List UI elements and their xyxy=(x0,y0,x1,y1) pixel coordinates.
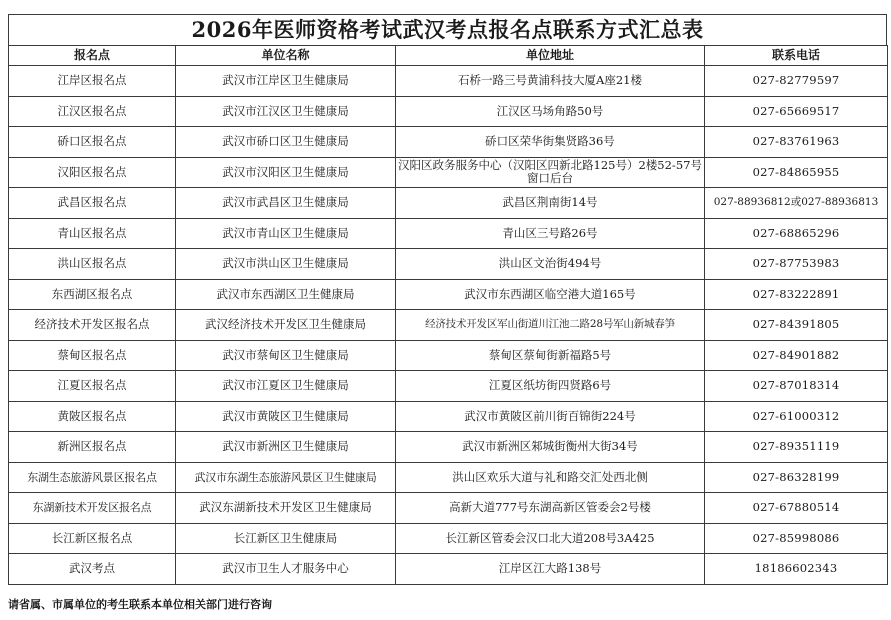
cell-site: 洪山区报名点 xyxy=(9,249,176,280)
cell-unit: 武汉市武昌区卫生健康局 xyxy=(176,188,396,219)
cell-site: 青山区报名点 xyxy=(9,218,176,249)
cell-site: 江夏区报名点 xyxy=(9,371,176,402)
cell-address: 高新大道777号东湖高新区管委会2号楼 xyxy=(396,493,705,524)
table-row xyxy=(9,554,888,585)
cell-address: 洪山区欢乐大道与礼和路交汇处西北侧 xyxy=(396,462,705,493)
cell-unit: 武汉东湖新技术开发区卫生健康局 xyxy=(176,493,396,524)
cell-site: 武昌区报名点 xyxy=(9,188,176,219)
cell-address: 武汉市新洲区邾城街衡州大街34号 xyxy=(396,432,705,463)
cell-phone: 027-85998086 xyxy=(705,523,888,554)
table-row xyxy=(9,462,888,493)
cell-phone: 027-68865296 xyxy=(705,218,888,249)
cell-site: 黄陂区报名点 xyxy=(9,401,176,432)
cell-site: 长江新区报名点 xyxy=(9,523,176,554)
cell-unit: 武汉市江岸区卫生健康局 xyxy=(176,66,396,97)
cell-site: 蔡甸区报名点 xyxy=(9,340,176,371)
cell-address: 青山区三号路26号 xyxy=(396,218,705,249)
cell-unit: 武汉市新洲区卫生健康局 xyxy=(176,432,396,463)
cell-address: 蔡甸区蔡甸街新福路5号 xyxy=(396,340,705,371)
table-header-row xyxy=(9,46,888,66)
cell-unit: 武汉市东湖生态旅游风景区卫生健康局 xyxy=(176,462,396,493)
table-row xyxy=(9,218,888,249)
contact-summary-sheet xyxy=(8,14,887,585)
cell-phone: 027-61000312 xyxy=(705,401,888,432)
cell-phone: 027-88936812或027-88936813 xyxy=(705,188,888,219)
cell-address: 硚口区荣华街集贤路36号 xyxy=(396,127,705,158)
table-row xyxy=(9,340,888,371)
cell-site: 硚口区报名点 xyxy=(9,127,176,158)
cell-address: 汉阳区政务服务中心（汉阳区四新北路125号）2楼52-57号窗口后台 xyxy=(396,157,705,188)
cell-site: 东湖新技术开发区报名点 xyxy=(9,493,176,524)
cell-address: 经济技术开发区军山街道川江池二路28号军山新城春笋 xyxy=(396,310,705,341)
table-row xyxy=(9,127,888,158)
cell-unit: 武汉市汉阳区卫生健康局 xyxy=(176,157,396,188)
cell-unit: 武汉市青山区卫生健康局 xyxy=(176,218,396,249)
cell-site: 江岸区报名点 xyxy=(9,66,176,97)
cell-site: 东西湖区报名点 xyxy=(9,279,176,310)
table-row xyxy=(9,249,888,280)
table-row xyxy=(9,157,888,188)
cell-unit: 长江新区卫生健康局 xyxy=(176,523,396,554)
cell-address: 江汉区马场角路50号 xyxy=(396,96,705,127)
cell-site: 武汉考点 xyxy=(9,554,176,585)
cell-unit: 武汉市江汉区卫生健康局 xyxy=(176,96,396,127)
cell-phone: 027-89351119 xyxy=(705,432,888,463)
table-row xyxy=(9,493,888,524)
cell-unit: 武汉市黄陂区卫生健康局 xyxy=(176,401,396,432)
cell-site: 东湖生态旅游风景区报名点 xyxy=(9,462,176,493)
cell-address: 武汉市黄陂区前川街百锦街224号 xyxy=(396,401,705,432)
table-row xyxy=(9,401,888,432)
cell-address: 江夏区纸坊街四贤路6号 xyxy=(396,371,705,402)
table-row xyxy=(9,310,888,341)
table-row xyxy=(9,66,888,97)
table-row xyxy=(9,523,888,554)
cell-phone: 027-84865955 xyxy=(705,157,888,188)
cell-site: 经济技术开发区报名点 xyxy=(9,310,176,341)
table-row xyxy=(9,432,888,463)
cell-phone: 027-86328199 xyxy=(705,462,888,493)
cell-unit: 武汉经济技术开发区卫生健康局 xyxy=(176,310,396,341)
cell-unit: 武汉市硚口区卫生健康局 xyxy=(176,127,396,158)
cell-address: 江岸区江大路138号 xyxy=(396,554,705,585)
cell-phone: 027-65669517 xyxy=(705,96,888,127)
header-phone: 联系电话 xyxy=(705,46,888,66)
cell-address: 武昌区荆南街14号 xyxy=(396,188,705,219)
table-row xyxy=(9,371,888,402)
header-address: 单位地址 xyxy=(396,46,705,66)
cell-unit: 武汉市卫生人才服务中心 xyxy=(176,554,396,585)
table-row xyxy=(9,279,888,310)
cell-unit: 武汉市蔡甸区卫生健康局 xyxy=(176,340,396,371)
cell-phone: 027-84901882 xyxy=(705,340,888,371)
contact-table xyxy=(8,45,888,585)
cell-phone: 027-67880514 xyxy=(705,493,888,524)
page-title: 2026年医师资格考试武汉考点报名点联系方式汇总表 xyxy=(8,14,887,45)
cell-site: 江汉区报名点 xyxy=(9,96,176,127)
cell-phone: 027-83222891 xyxy=(705,279,888,310)
footnote: 请省属、市属单位的考生联系本单位相关部门进行咨询 xyxy=(8,598,272,611)
cell-phone: 027-82779597 xyxy=(705,66,888,97)
cell-address: 洪山区文治街494号 xyxy=(396,249,705,280)
cell-phone: 027-83761963 xyxy=(705,127,888,158)
cell-site: 新洲区报名点 xyxy=(9,432,176,463)
cell-address: 石桥一路三号黄浦科技大厦A座21楼 xyxy=(396,66,705,97)
cell-site: 汉阳区报名点 xyxy=(9,157,176,188)
table-row xyxy=(9,96,888,127)
cell-unit: 武汉市东西湖区卫生健康局 xyxy=(176,279,396,310)
header-unit: 单位名称 xyxy=(176,46,396,66)
cell-phone: 027-87753983 xyxy=(705,249,888,280)
cell-phone: 027-87018314 xyxy=(705,371,888,402)
cell-address: 长江新区管委会汉口北大道208号3A425 xyxy=(396,523,705,554)
header-site: 报名点 xyxy=(9,46,176,66)
cell-address: 武汉市东西湖区临空港大道165号 xyxy=(396,279,705,310)
cell-unit: 武汉市洪山区卫生健康局 xyxy=(176,249,396,280)
cell-phone: 18186602343 xyxy=(705,554,888,585)
table-row xyxy=(9,188,888,219)
cell-unit: 武汉市江夏区卫生健康局 xyxy=(176,371,396,402)
cell-phone: 027-84391805 xyxy=(705,310,888,341)
